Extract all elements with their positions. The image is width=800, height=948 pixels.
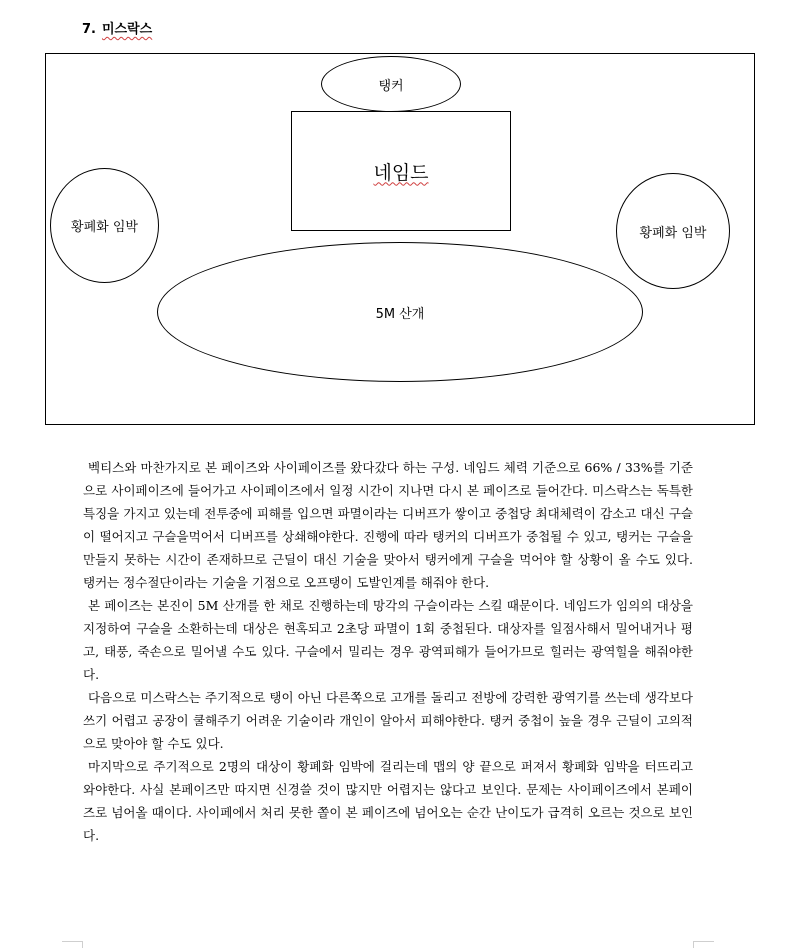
left-desolation-label: 황폐화 임박 <box>71 220 138 235</box>
paragraph-1: 벡티스와 마찬가지로 본 페이즈와 사이페이즈를 왔다갔다 하는 구성. 네임드 체력 기준으로 66% / 33%를 기준으로 사이페이즈에 들어가고 사이페이즈에서 일정 시간이 지나면 다시 본 페이즈로 들어간다. 미스락스는 독특한 특징을 가지고 있는데 전투중에 피해를 입으면 파멸이라는 디버프가 쌓이고 중첩당 최대체력이 감소고 대신 구슬이 떨어지고 구슬을먹어서 디버프를 상쇄해야한다. 진행에 따라 탱커의 디버프가 중첩될 수 있고, 탱커는 구슬을 만들지 못하는 시간이 존재하므로 근딜이 대신 기술을 맞아서 탱커에게 구슬을 먹어야 할 상황이 올 수도 있다. 탱커는 정수절단이라는 기술을 기점으로 오프탱이 도발인계를 해줘야 한다. <box>83 460 693 590</box>
boss-label: 네임드 <box>373 161 429 184</box>
section-heading <box>82 18 152 37</box>
description-body <box>83 456 693 847</box>
boss-diagram <box>45 53 755 425</box>
left-desolation-circle <box>50 168 159 283</box>
right-desolation-label: 황폐화 임박 <box>639 225 707 241</box>
paragraph-2: 본 페이즈는 본진이 5M 산개를 한 채로 진행하는데 망각의 구슬이라는 스킬 때문이다. 네임드가 임의의 대상을 지정하여 구슬을 소환하는데 대상은 현혹되고 2초당 파멸이 1회 중첩된다. 대상자를 일점사해서 밀어내거나 평고, 태풍, 죽손으로 밀어낼 수도 있다. 구슬에서 밀리는 경우 광역피해가 들어가므로 힐러는 광역힐을 해줘야한다. <box>83 598 693 682</box>
section-title: 미스락스 <box>101 22 153 37</box>
right-desolation-circle <box>616 173 730 289</box>
spread-area-ellipse <box>157 242 643 382</box>
page-corner-mark-left <box>62 941 83 948</box>
paragraph-4: 마지막으로 주기적으로 2명의 대상이 황폐화 임박에 걸리는데 맵의 양 끝으로 퍼져서 황폐화 임박을 터뜨리고 와야한다. 사실 본페이즈만 따지면 신경쓸 것이 많지만 어렵지는 않다고 보인다. 문제는 사이페이즈에서 본페이즈로 넘어올 때이다. 사이페에서 처리 못한 쫄이 본 페이즈에 넘어오는 순간 난이도가 급격히 오르는 것으로 보인다. <box>83 759 693 843</box>
page-corner-mark-right <box>693 941 714 948</box>
paragraph-3: 다음으로 미스락스는 주기적으로 탱이 아닌 다른쪽으로 고개를 돌리고 전방에 강력한 광역기를 쓰는데 생각보다 쓰기 어렵고 공장이 쿨해주기 어려운 기술이라 개인이 알아서 피해야한다. 탱커 중첩이 높을 경우 근딜이 고의적으로 맞아야 할 수도 있다. <box>83 690 693 751</box>
tank-label: 탱커 <box>378 78 404 94</box>
tank-ellipse <box>321 56 461 112</box>
section-number: 7. <box>82 22 96 37</box>
spread-label: 5M 산개 <box>375 306 425 322</box>
boss-box <box>291 111 511 231</box>
